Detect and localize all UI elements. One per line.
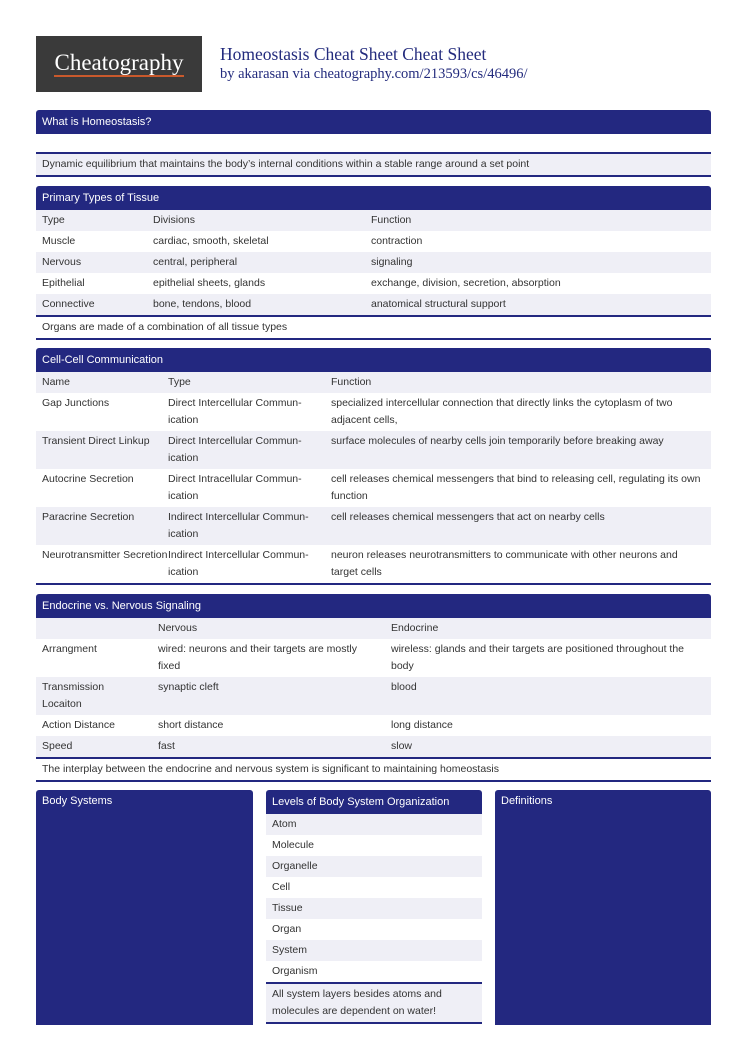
table-cell: exchange, division, secretion, absorption [371,277,561,289]
page-header [36,36,711,94]
table-header-row [36,372,711,393]
cheatography-logo[interactable] [36,36,202,92]
table-cell: long distance [391,719,453,731]
list-item: Organ [272,923,302,935]
definition-text: Dynamic equilibrium that maintains the body’s internal conditions within a stable range around a set point [36,152,711,177]
header-cell: Type [42,214,65,226]
table-cell: signaling [371,256,413,268]
section-title: Definitions [501,795,553,807]
spacer [36,134,711,152]
logo-text: Cheatography [54,50,184,75]
table-cell: wired: neurons and their targets are mostly fixed [158,643,358,672]
table-row [36,639,711,677]
tissue-note: Organs are made of a combination of all tissue types [36,315,711,340]
list-item: Tissue [266,898,482,919]
header-cell: Nervous [158,622,198,634]
table-cell: neuron releases neurotransmitters to communicate with other neurons and target cells [331,549,678,578]
table-row [36,545,711,585]
table-row [36,507,711,545]
table-row [36,469,711,507]
table-row [36,715,711,736]
table-cell: slow [391,740,413,752]
table-cell: surface molecules of nearby cells join temporarily before breaking away [331,435,664,447]
table-cell: Speed [42,740,73,752]
table-cell: Neurotransmitter Secretion [42,549,168,561]
levels-note: All system layers besides atoms and molecules are dependent on water! [266,982,482,1024]
table-cell: Paracrine Secretion [42,511,135,523]
list-item: Cell [272,881,291,893]
header-cell: Function [331,376,372,388]
table-cell: Direct Intercellular Communication [168,435,302,464]
table-row [36,677,711,715]
table-row [36,736,711,757]
table-cell: synaptic cleft [158,681,219,693]
table-cell: Transient Direct Linkup [42,435,150,447]
section-cell-communication [36,348,711,585]
table-cell: Arrangment [42,643,97,655]
header-cell: Divisions [153,214,196,226]
section-levels-organization [266,790,482,1024]
table-cell: contraction [371,235,423,247]
table-cell: Gap Junctions [42,397,110,409]
table-row [36,431,711,469]
table-cell: specialized intercellular connection that directly links the cytoplasm of two adjacent cells, [331,397,673,426]
table-cell: Indirect Intercellular Communication [168,549,309,578]
table-cell: Action Distance [42,719,115,731]
section-what-is-homeostasis [36,110,711,177]
table-cell: Direct Intercellular Communication [168,397,302,426]
table-row [36,252,711,273]
table-cell: Indirect Intercellular Communication [168,511,309,540]
page-title: Homeostasis Cheat Sheet Cheat Sheet [220,44,487,64]
table-cell: fast [158,740,175,752]
table-cell: Autocrine Secretion [42,473,134,485]
table-cell: anatomical structural support [371,298,506,310]
table-cell: Connective [42,298,95,310]
section-title: Cell-Cell Communication [36,348,711,372]
definitions-box [495,790,711,1025]
list-item: System [266,940,482,961]
section-title: Body Systems [42,795,113,807]
section-body-systems [36,790,253,1025]
section-title: What is Homeostasis? [36,110,711,134]
table-cell: Nervous [42,256,82,268]
list-item: Organism [272,965,318,977]
section-definitions [495,790,711,1025]
table-header-row [36,210,711,231]
table-cell: cell releases chemical messengers that act on nearby cells [331,511,605,523]
header-cell: Function [371,214,412,226]
page-subtitle[interactable]: by akarasan via cheatography.com/213593/cs/46496/ [220,66,528,82]
table-row [36,273,711,294]
table-cell: cardiac, smooth, skeletal [153,235,269,247]
table-cell: blood [391,681,417,693]
table-cell: Muscle [42,235,76,247]
table-cell: Epithelial [42,277,85,289]
table-header-row [36,618,711,639]
endocrine-note: The interplay between the endocrine and nervous system is significant to maintaining homeostasis [36,757,711,782]
list-item: Organelle [266,856,482,877]
table-row [36,231,711,252]
table-row [36,393,711,431]
list-item: Molecule [272,839,315,851]
table-cell: bone, tendons, blood [153,298,252,310]
table-cell: wireless: glands and their targets are positioned throughout the body [391,643,685,672]
table-cell: epithelial sheets, glands [153,277,266,289]
header-cell: Endocrine [391,622,439,634]
section-tissue-types [36,186,711,340]
table-cell: central, peripheral [153,256,238,268]
header-cell: Type [168,376,191,388]
section-title: Levels of Body System Organization [266,790,482,814]
header-cell [42,620,158,637]
table-row [36,294,711,315]
section-title: Endocrine vs. Nervous Signaling [36,594,711,618]
title-block [220,44,528,84]
section-title: Primary Types of Tissue [36,186,711,210]
table-cell: cell releases chemical messengers that bind to releasing cell, regulating its own function [331,473,701,502]
table-cell: Direct Intracellular Communication [168,473,302,502]
section-endocrine-vs-nervous [36,594,711,782]
header-cell: Name [42,376,71,388]
table-cell: short distance [158,719,224,731]
table-cell: Transmission Locaiton [42,681,105,710]
body-systems-box [36,790,253,1025]
list-item: Atom [266,814,482,835]
